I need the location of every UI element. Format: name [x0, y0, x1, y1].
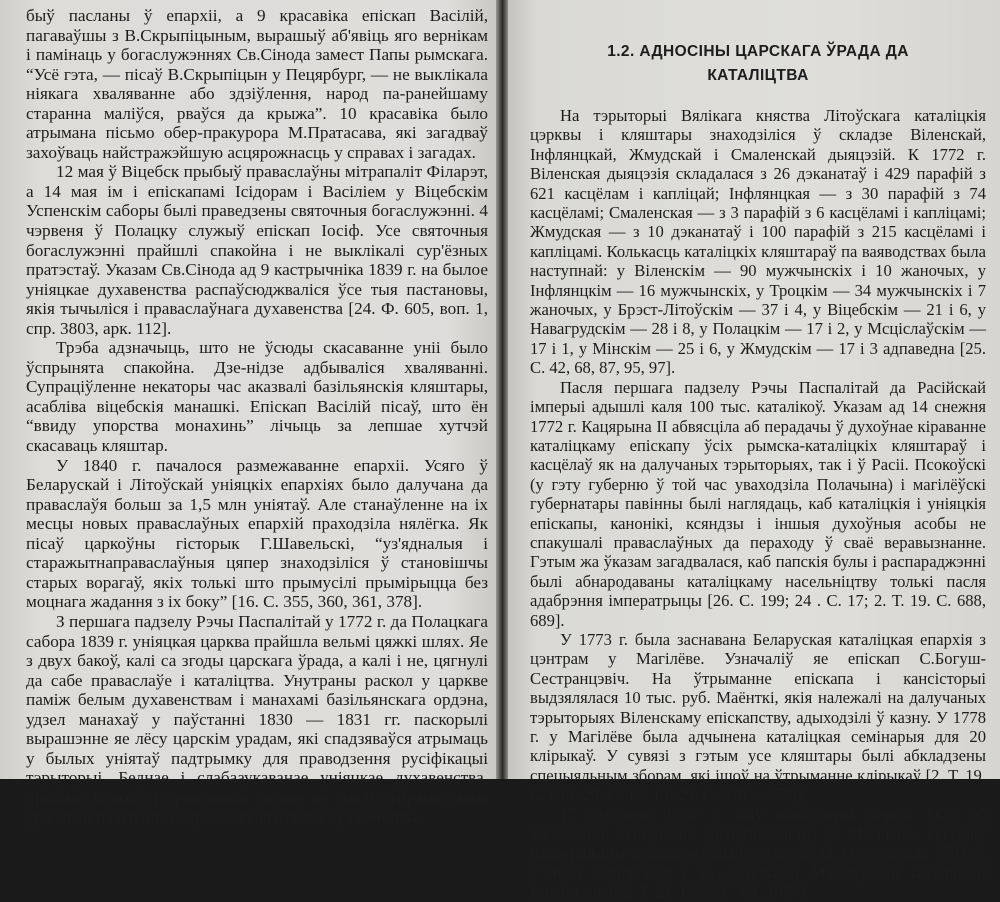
book-gutter: [496, 0, 508, 779]
right-page: [508, 0, 1000, 902]
right-paragraph-1: На тэрыторыі Вялікага княства Літоўскага каталіцкія цэрквы і кляштары знаходзіліся ў складзе Віленскай, Інфлянцкай, Жмудскай і Смаленскай дыяцэзій. К 1772 г. Віленская дыяцэзія складалася з 26 дэканатаў і 429 парафій з 621 касцёлам і капліцай; Інфлянцкая — з 30 парафій з 74 касцёламі; Смаленская — з 3 парафій з 6 касцёламі і капліцамі; Жмудская — з 10 дэканатаў і 100 парафій з 215 касцёламі і капліцамі. Колькасць каталіцкіх кляштараў па ваяводствах была наступнай: у Віленскім — 90 мужчынскіх і 10 жаночых, у Інфлянцкім — 16 мужчынскіх, у Троцкім — 34 мужчынскіх і 7 жаночых, у Брэст-Літоўскім — 37 і 4, у Віцебскім — 21 і 6, у Навагрудскім — 28 і 8, у Полацкім — 17 і 2, у Мсціслаўскім — 17 і 1, у Мінскім — 25 і 6, у Жмудскім — 17 і 3 адпаведна [25. С. 42, 68, 87, 95, 97].: [530, 106, 986, 378]
right-paragraph-2: Пасля першага падзелу Рэчы Паспалітай да Расійскай імперыі адышлі каля 100 тыс. каталікоў. Указам ад 14 снежня 1772 г. Кацярына II абвясціла аб перадачы ў духоўнае кіраванне каталіцкаму епіскапу ўсіх рымска-каталіцкіх кляштараў і касцёлаў як на далучаных тэрыторыях, так і ў Расіі. Псокоўскі (у гэту губерню ў той час уваходзіла Полачына) і магілёўскі губернатары павінны былі наглядаць, каб каталіцкія і уніяцкія епіскапы, канонікі, ксяндзы і іншыя духоўныя асобы не спакушалі праваслаўных да пераходу ў сваё веравызнанне. Гэтым жа ўказам загадвалася, каб папскія булы і распараджэнні былі абнародаваны каталіцкаму насельніцтву толькі пасля адабрэння імператрыцы [26. С. 199; 24 . С. 17; 2. Т. 19. С. 688, 689].: [530, 377, 986, 630]
right-paragraph-4: 17 студзеня 1782 г. быў выдадзены царскі ўказ аб заснаванні каталіцкага архіепіскапства ў Магілёве, які быў пацверджаны найвысачэйшай граматай ад 11 лістапада 1783 г., у якой гаварылася і аб заснаванні Магілёўскай каталіцкай кансісторыі [2. Т. 21. С. 338, 384, 1054].: [530, 804, 986, 902]
section-heading-line-2: КАТАЛІЦТВА: [707, 67, 809, 84]
right-paragraph-3: У 1773 г. была заснавана Беларуская каталіцкая епархія з цэнтрам у Магілёве. Узначаліў яе епіскап С.Богуш-Сестранцэвіч. На ўтрыманне епіскапа і кансісторыі выдзялялася 10 тыс. руб. Маёнткі, якія належалі на далучаных тэрыторыях Віленскаму епіскапству, адыходзілі ў казну. У 1778 г. у Магілёве была адчынена каталіцкая семінарыя для 20 клірыкаў. У сувязі з гэтым усе кляштары былі абкладзены спецыяльным зборам, які ішоў на ўтрыманне клірыкаў [2. Т. 19. С. 846; 28. С. 10, 13; 29. С. 578 — 579].: [530, 629, 986, 805]
left-paragraph-3: Трэба адзначыць, што не ўсюды скасаванне уніі было ўспрынята спакойна. Дзе-нідзе адбываліся хваляванні. Супраціўленне некаторы час аказвалі базільянскія кляштары, асабліва віцебскія манашкі. Епіскап Васілій пісаў, што ён “ввиду упорства монахинь” лічыць за лепшае хутчэй скасаваць кляштар.: [26, 338, 488, 456]
left-paragraph-1: быў пасланы ў епархіі, а 9 красавіка епіскап Васілій, пагаваўшы з В.Скрыпіцыным, вырашыў аб'явіць яго вернікам і памінаць у богаслужэннях Св.Сінода замест Папы рымскага. “Усё гэта, — пісаў В.Скрыпіцын у Пецярбург, — не выклікала ніякага хваляванне або здзіўлення, народ па-ранейшаму старанна маліўся, рваўся да крыжа”. 10 красавіка было атрымана пісьмо обер-пракурора М.Пратасава, які загадваў захоўваць найстражэйшую асцярожнасць у справах і загадах.: [26, 6, 488, 162]
section-heading: [530, 40, 986, 88]
section-heading-line-1: 1.2. АДНОСІНЫ ЦАРСКАГА ЎРАДА ДА: [607, 43, 909, 60]
left-page: [0, 0, 496, 827]
left-paragraph-4: У 1840 г. пачалося размежаванне епархіі. Усяго ў Беларускай і Літоўскай уніяцкіх епархіях было далучана да праваслаўя больш за 1,5 млн уніятаў. Але станаўленне на іх месцы новых праваслаўных епархій праходзіла нялёгка. Як пісаў царкоўны гісторык Г.Шавельскі, “уз'ядналыя і старажытнаправаслаўныя цяпер знаходзіліся ў становішчы старых ворагаў, якіх толькі што прымусілі прымірыцца без моцнага жадання з іх боку” [16. С. 355, 360, 361, 378].: [26, 455, 488, 612]
left-paragraph-5: З першага падзелу Рэчы Паспалітай у 1772 г. да Полацкага сабора 1839 г. уніяцкая царква прайшла вельмі цяжкі шлях. Яе з двух бакоў, калі са згоды царскага ўрада, а калі і не, цягнулі да сабе праваслаўе і каталіцтва. Унутраны раскол у царкве паміж белым духавенствам і манахамі базільянскага ордэна, удзел манахаў у паўстанні 1830 — 1831 гг. паскорылі вырашэнне яе лёсу царскім урадам, які спадзяваўся атрымаць у былых уніятаў падтрымку для праводзення русіфікацыі тэрыторыі. Беднае і слабааукаванае уніяцкае духавенства, дробная шляхта і прыгонныя сяляне не маглі супрацьстаяць урадавай палітыцы і здрадзе вышэйшага духавенства.: [26, 611, 488, 827]
left-paragraph-2: 12 мая ў Віцебск прыбыў праваслаўны мітрапаліт Філарэт, а 14 мая ім і епіскапамі Ісідорам і Васіліем у Віцебскім Успенскім саборы былі праведзены святочныя богаслужэнні. 4 чэрвеня ў Полацку служыў епіскап Іосіф. Усе святочныя богаслужэнні прайшлі спакойна і не выклікалі сур'ёзных пратэстаў. Указам Св.Сінода ад 9 кастрычніка 1839 г. на былое уніяцкае духавенства распаўсюджваліся ўсе тыя пастановы, якія тычыліся і праваслаўнага духавенства [24. Ф. 605, воп. 1, спр. 3803, арк. 112].: [26, 162, 488, 338]
